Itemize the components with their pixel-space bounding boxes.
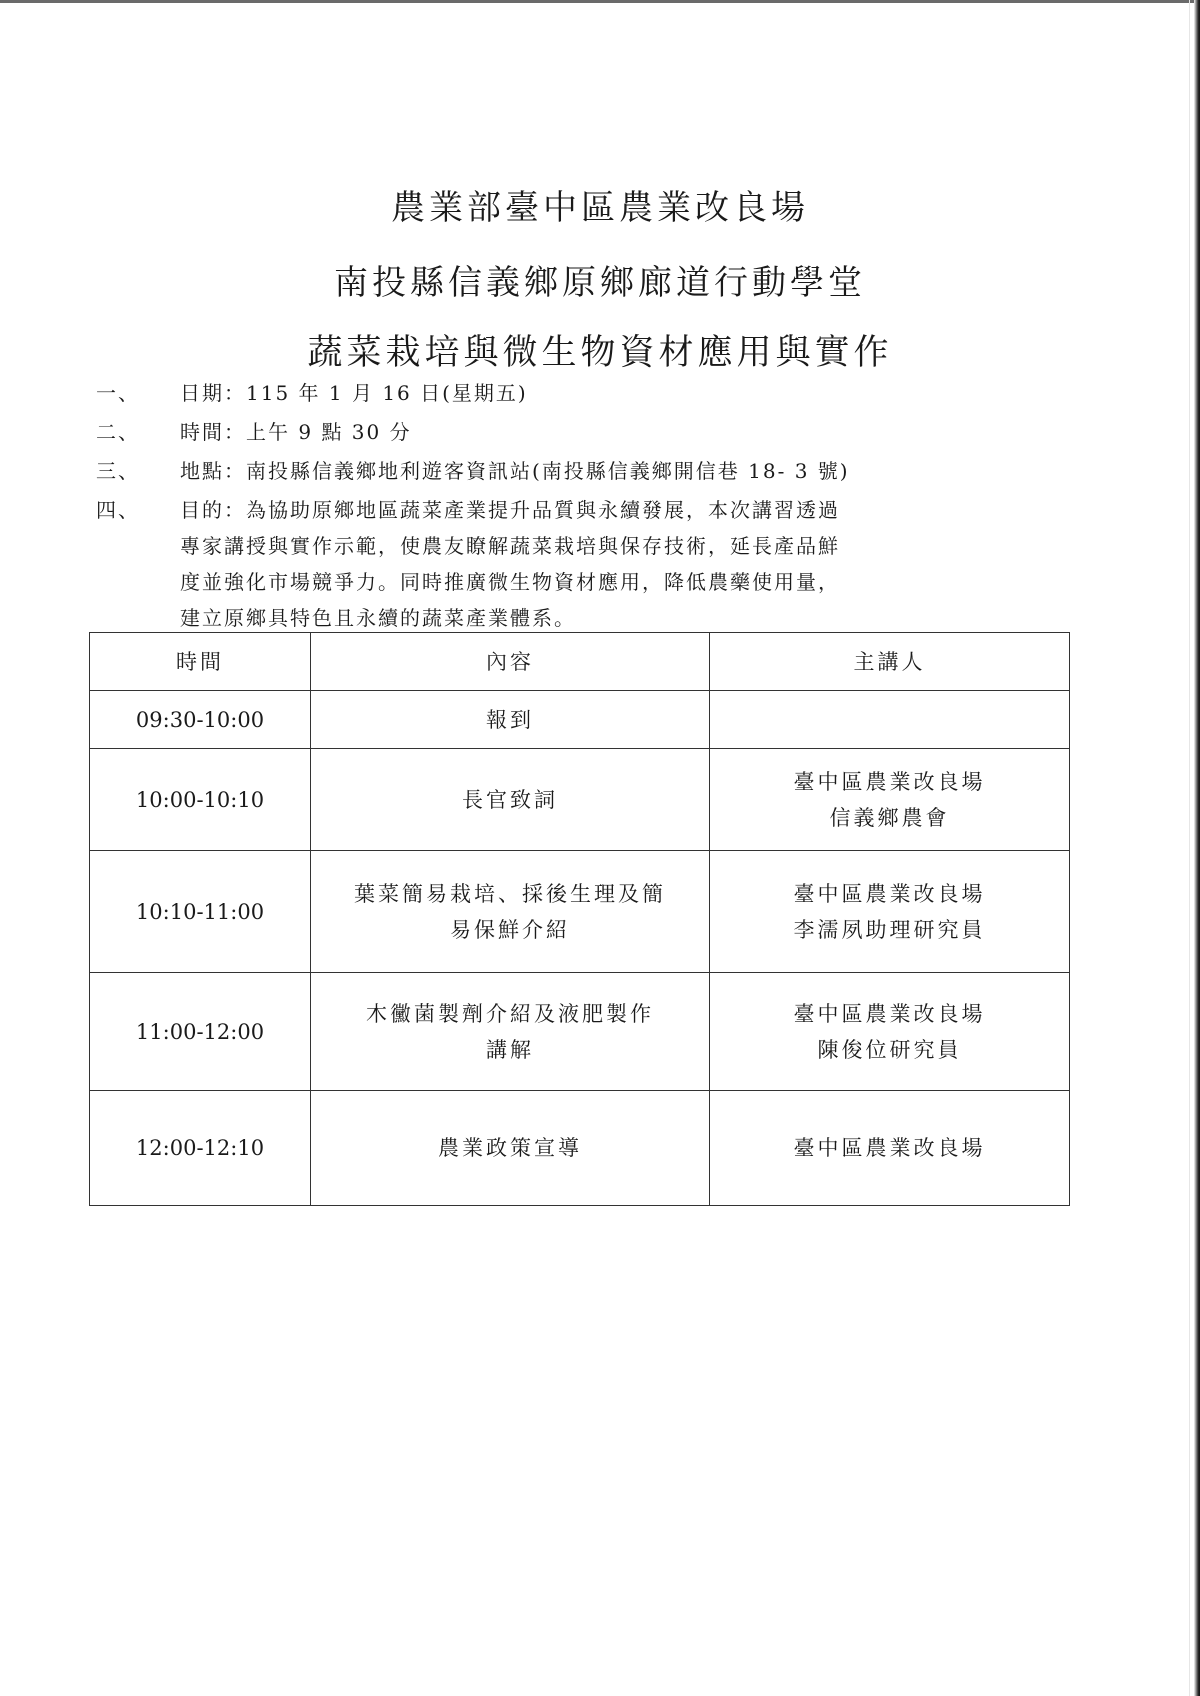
document-title-organization: 農業部臺中區農業改良場 (391, 188, 809, 228)
table-row (90, 851, 1070, 973)
speaker-line: 臺中區農業改良場 (793, 881, 986, 906)
purpose-line: 專家講授與實作示範，使農友瞭解蔬菜栽培與保存技術，延長產品鮮 (180, 534, 840, 558)
info-item-number: 一、 (96, 381, 140, 405)
content-line: 農業政策宣導 (438, 1136, 582, 1160)
info-item-text: 日期：115 年 1 月 16 日(星期五) (180, 381, 528, 405)
speaker-line: 臺中區農業改良場 (793, 1001, 986, 1026)
cell-speaker (710, 749, 1070, 851)
speaker-line: 信義鄉農會 (829, 805, 950, 830)
header-speaker: 主講人 (710, 633, 1070, 691)
header-content: 內容 (311, 633, 710, 691)
cell-content (311, 691, 710, 749)
info-item-number: 三、 (96, 459, 140, 483)
table-row (90, 691, 1070, 749)
speaker-line: 陳俊位研究員 (817, 1037, 962, 1062)
purpose-line: 建立原鄉具特色且永續的蔬菜產業體系。 (180, 606, 576, 630)
cell-content (311, 973, 710, 1091)
cell-speaker (710, 973, 1070, 1091)
cell-speaker (710, 851, 1070, 973)
speaker-line: 臺中區農業改良場 (793, 1136, 986, 1160)
info-item-text: 地點：南投縣信義鄉地利遊客資訊站(南投縣信義鄉開信巷 18- 3 號) (180, 459, 850, 483)
info-item-time (96, 414, 976, 450)
table-row (90, 749, 1070, 851)
header-time: 時間 (90, 633, 311, 691)
info-item-purpose (96, 492, 976, 636)
purpose-line: 度並強化市場競爭力。同時推廣微生物資材應用，降低農藥使用量， (180, 570, 840, 594)
cell-time: 11:00-12:00 (90, 973, 311, 1091)
cell-speaker (710, 1091, 1070, 1206)
info-item-number: 四、 (96, 498, 140, 522)
table-row (90, 973, 1070, 1091)
purpose-line: 目的：為協助原鄉地區蔬菜產業提升品質與永續發展，本次講習透過 (180, 498, 840, 522)
info-item-location (96, 453, 976, 489)
cell-time: 10:10-11:00 (90, 851, 311, 973)
cell-time: 09:30-10:00 (90, 691, 311, 749)
agenda-table (89, 632, 1070, 1206)
event-info-list (96, 375, 976, 639)
info-item-text (180, 492, 976, 636)
content-line: 長官致詞 (462, 787, 558, 812)
info-item-number: 二、 (96, 420, 140, 444)
cell-speaker (710, 691, 1070, 749)
content-line: 易保鮮介紹 (450, 917, 570, 942)
cell-content (311, 851, 710, 973)
speaker-line: 李濡夙助理研究員 (793, 917, 986, 942)
scan-edge-top (0, 0, 1200, 3)
cell-time: 10:00-10:10 (90, 749, 311, 851)
content-line: 講解 (486, 1037, 534, 1062)
info-item-text: 時間：上午 9 點 30 分 (180, 420, 412, 444)
document-title-topic: 蔬菜栽培與微生物資材應用與實作 (307, 333, 893, 373)
content-line: 木黴菌製劑介紹及液肥製作 (366, 1001, 654, 1026)
cell-content (311, 749, 710, 851)
table-row (90, 1091, 1070, 1206)
info-item-date (96, 375, 976, 411)
speaker-line: 臺中區農業改良場 (793, 769, 986, 794)
content-line: 報到 (486, 707, 534, 732)
content-line: 葉菜簡易栽培、採後生理及簡 (354, 881, 666, 906)
document-title-program: 南投縣信義鄉原鄉廊道行動學堂 (334, 263, 866, 303)
cell-time: 12:00-12:10 (90, 1091, 311, 1206)
table-header-row (90, 633, 1070, 691)
cell-content (311, 1091, 710, 1206)
